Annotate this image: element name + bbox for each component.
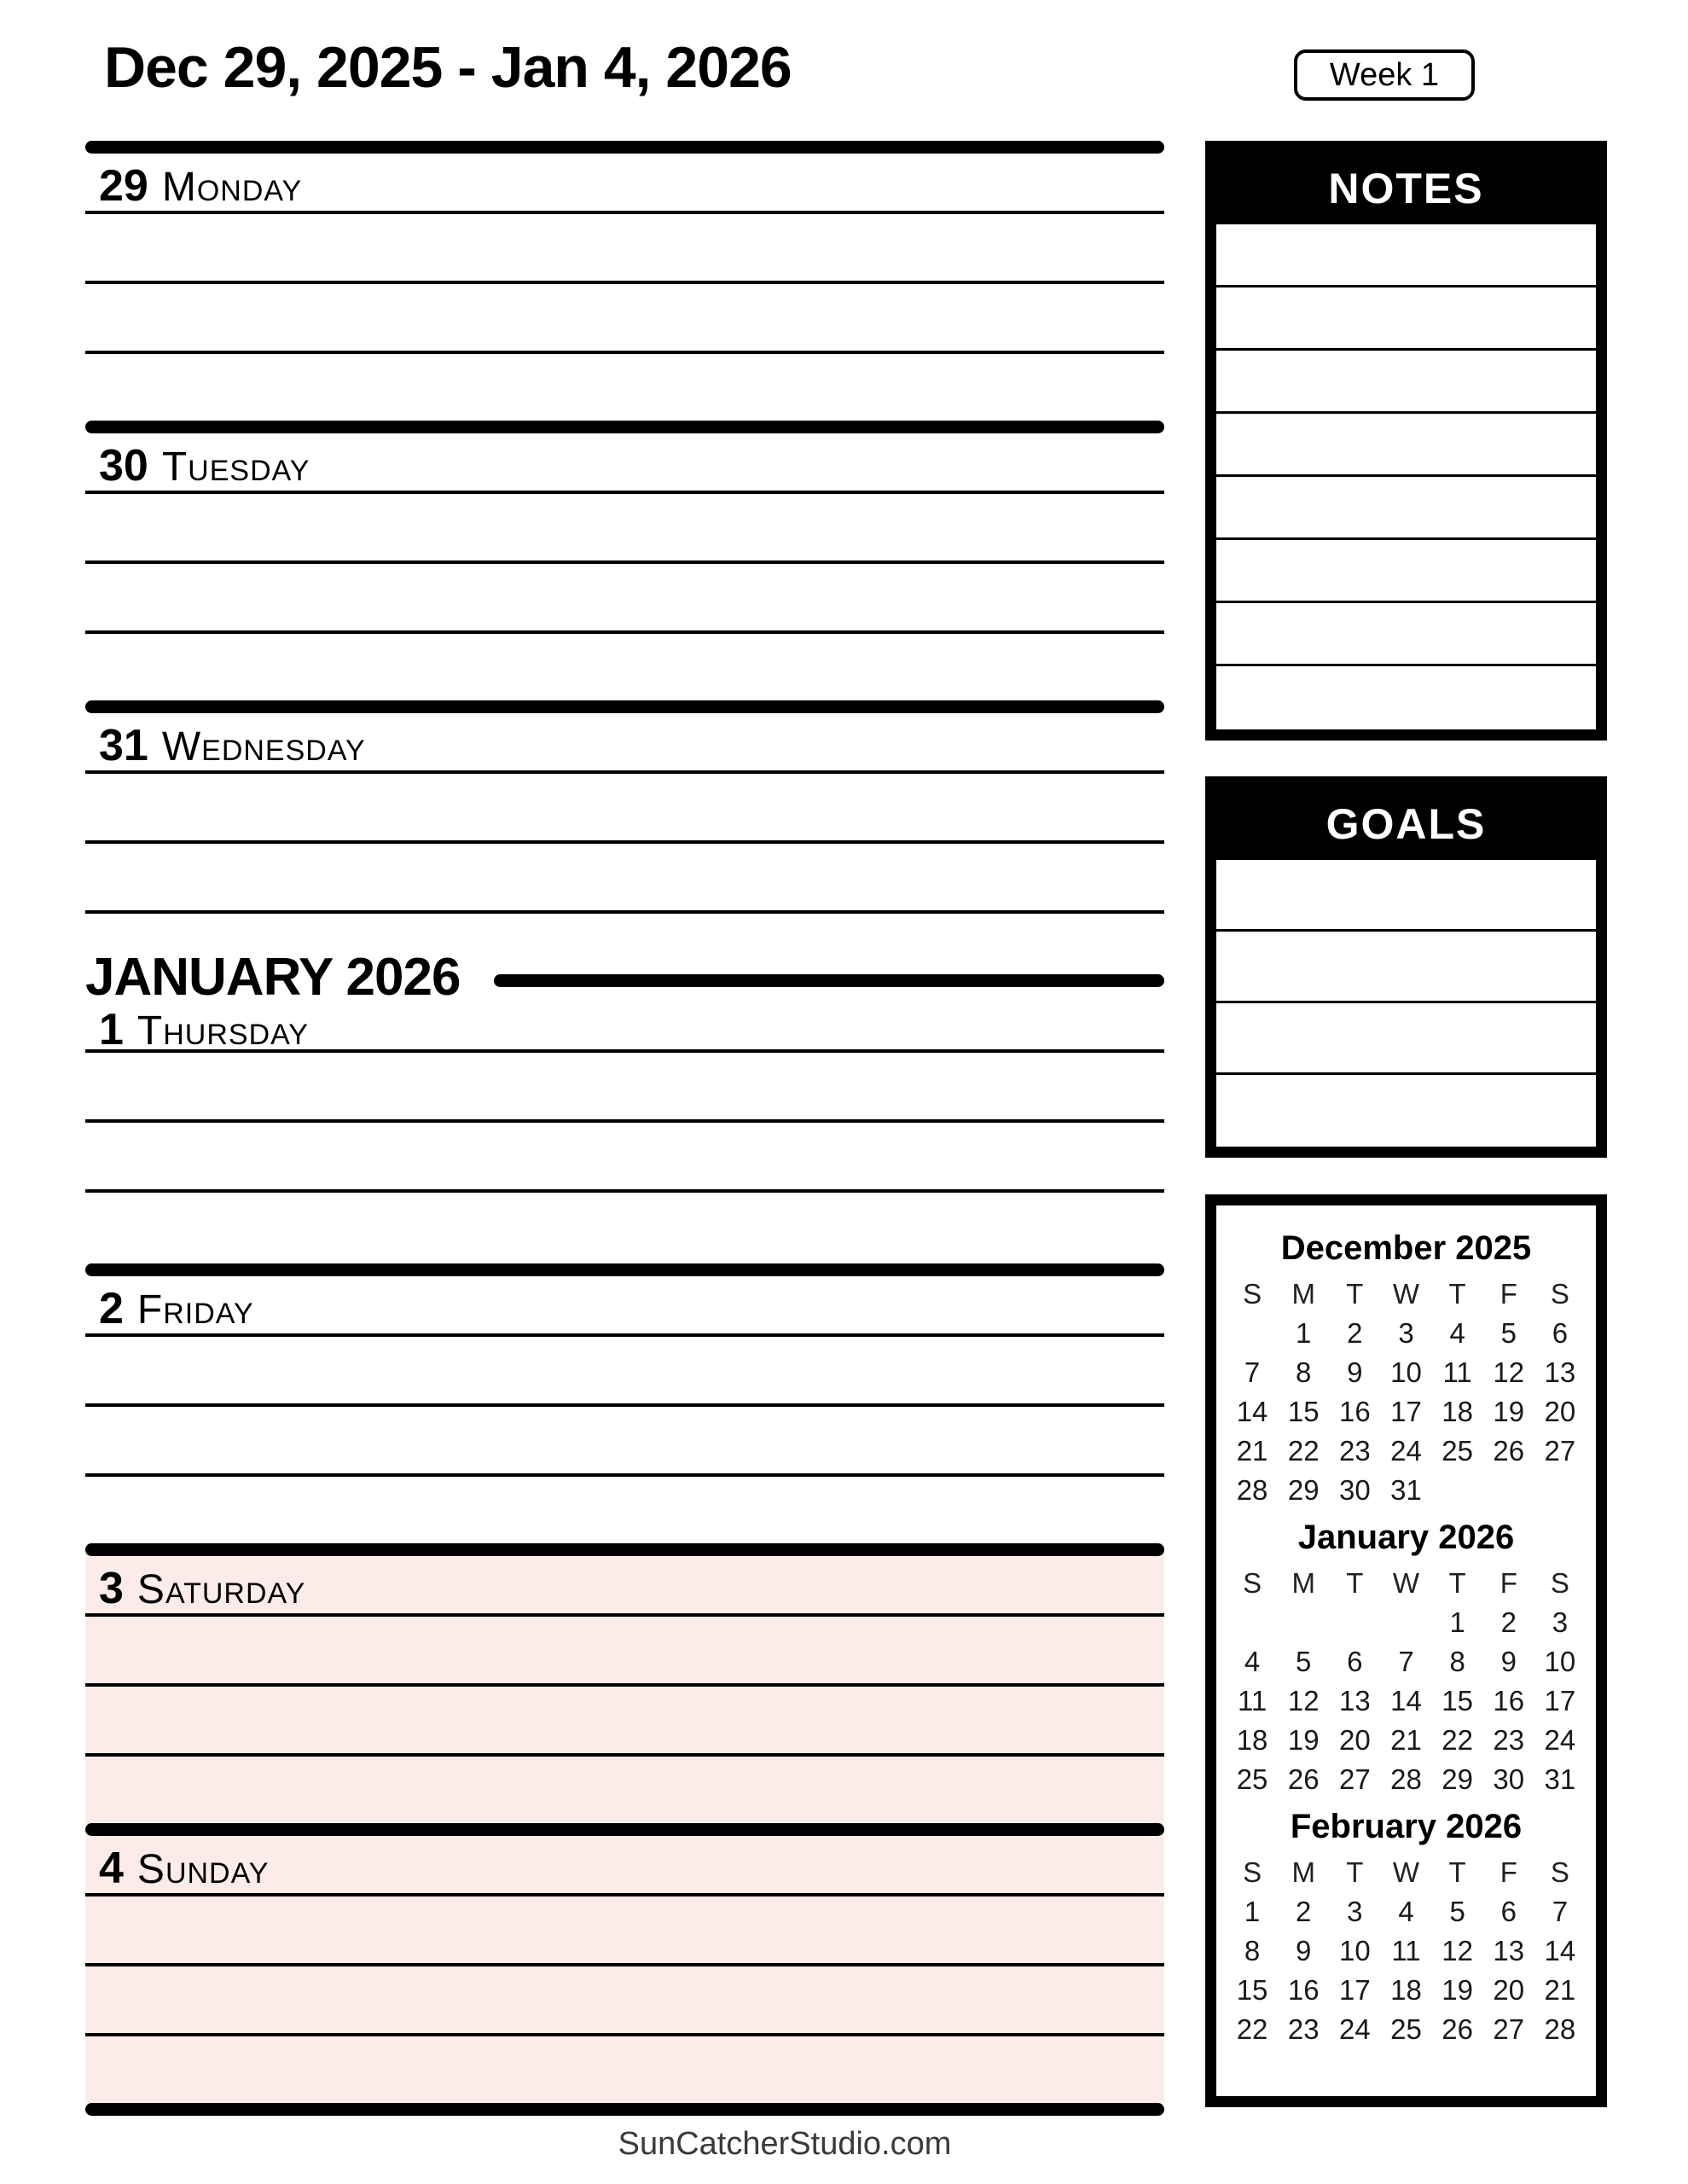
calendar-day: 24: [1390, 1435, 1422, 1467]
calendar-day: 13: [1544, 1356, 1576, 1388]
writing-space: [85, 1477, 1164, 1543]
writing-line: [85, 774, 1164, 844]
writing-line: [85, 564, 1164, 634]
mini-calendar: [1216, 1519, 1596, 1799]
calendar-day: 3: [1347, 1896, 1363, 1927]
notes-row: [1216, 224, 1596, 288]
day-label-row: [85, 1276, 1164, 1337]
calendar-day: 28: [1236, 1474, 1268, 1506]
day-label-row: [85, 154, 1164, 214]
day-section: [85, 1263, 1164, 1543]
writing-space: [85, 1757, 1164, 1823]
day-name: Wednesday: [161, 724, 366, 770]
day-section: [85, 914, 1164, 1263]
writing-line: [85, 284, 1164, 354]
calendar-day: 21: [1390, 1724, 1422, 1756]
calendar-day: 11: [1237, 1685, 1267, 1716]
notes-row: [1216, 351, 1596, 414]
calendar-day: 4: [1244, 1646, 1261, 1677]
calendar-day: 22: [1236, 2013, 1268, 2045]
day-number: 30: [99, 441, 148, 491]
mini-calendar-grid: [1216, 1275, 1596, 1510]
writing-space: [85, 354, 1164, 421]
calendar-day: 16: [1493, 1685, 1525, 1716]
calendar-day: 25: [1236, 1763, 1268, 1795]
weekday-header: S: [1243, 1856, 1262, 1888]
writing-line: [85, 494, 1164, 564]
calendar-day: 21: [1544, 1974, 1576, 2006]
calendar-day: 15: [1236, 1974, 1268, 2006]
calendar-day: 3: [1398, 1317, 1414, 1349]
day-number: 31: [99, 721, 148, 770]
day-label-row: [85, 433, 1164, 494]
calendar-day: 1: [1449, 1606, 1465, 1638]
calendar-day: 12: [1287, 1685, 1320, 1716]
day-label-row: [85, 1004, 1164, 1053]
writing-line: [85, 1407, 1164, 1477]
goals-row: [1216, 1075, 1596, 1147]
mini-calendar-title: February 2026: [1290, 1808, 1523, 1845]
weekday-header: T: [1448, 1856, 1466, 1888]
calendar-day: 27: [1544, 1435, 1576, 1467]
goals-row: [1216, 860, 1596, 932]
calendar-day: 27: [1493, 2013, 1525, 2045]
mini-calendar: [1216, 1808, 1596, 2049]
calendar-day: 18: [1390, 1974, 1422, 2006]
writing-space: [85, 1193, 1164, 1263]
calendar-day: 26: [1287, 1763, 1320, 1795]
day-section: [85, 1823, 1164, 2103]
notes-panel: [1205, 141, 1607, 741]
goals-panel: [1205, 776, 1607, 1158]
notes-panel-header: NOTES: [1216, 152, 1596, 224]
goals-row: [1216, 1003, 1596, 1075]
days-column: [85, 141, 1164, 2116]
writing-line: [85, 1687, 1164, 1757]
page-title: Dec 29, 2025 - Jan 4, 2026: [104, 35, 792, 100]
mini-calendar: [1216, 1229, 1596, 1510]
weekday-header: F: [1499, 1567, 1517, 1599]
calendar-day: 23: [1338, 1435, 1371, 1467]
week-number-label: Week 1: [1329, 56, 1440, 93]
calendar-day: 3: [1552, 1606, 1569, 1638]
calendar-day: 10: [1338, 1935, 1371, 1966]
calendar-day: 27: [1338, 1763, 1371, 1795]
writing-line: [85, 1123, 1164, 1193]
calendar-day: 16: [1338, 1396, 1371, 1427]
writing-line: [85, 1617, 1164, 1687]
day-separator-rule: [85, 1823, 1164, 1836]
day-section: [85, 1543, 1164, 1823]
calendar-day: 19: [1287, 1724, 1320, 1756]
mini-calendar-grid: [1216, 1564, 1596, 1799]
calendar-day: 15: [1287, 1396, 1320, 1427]
notes-row: [1216, 414, 1596, 477]
day-number: 4: [99, 1844, 124, 1893]
calendar-day: 30: [1493, 1763, 1525, 1795]
weekday-header: W: [1392, 1567, 1420, 1599]
weekday-header: S: [1550, 1856, 1569, 1888]
calendar-day: 12: [1441, 1935, 1473, 1966]
writing-line: [85, 844, 1164, 914]
mini-calendars-box: [1205, 1194, 1607, 2107]
writing-space: [85, 634, 1164, 700]
mini-calendar-title: December 2025: [1280, 1229, 1532, 1267]
bottom-rule: [85, 2103, 1164, 2116]
goals-rows: [1216, 860, 1596, 1147]
calendar-day: 20: [1338, 1724, 1371, 1756]
mini-calendar-grid: [1216, 1853, 1596, 2049]
calendar-day: 8: [1449, 1646, 1465, 1677]
calendar-day: 17: [1390, 1396, 1422, 1427]
day-label-row: [85, 1556, 1164, 1617]
notes-row: [1216, 288, 1596, 351]
notes-row: [1216, 603, 1596, 666]
calendar-day: 5: [1500, 1317, 1517, 1349]
calendar-empty-cell: [1278, 1603, 1329, 1642]
calendar-day: 2: [1500, 1606, 1517, 1638]
writing-space: [85, 2036, 1164, 2103]
weekday-header: S: [1243, 1567, 1262, 1599]
mini-calendar-title: January 2026: [1297, 1519, 1515, 1556]
calendar-day: 9: [1500, 1646, 1517, 1677]
calendar-day: 4: [1398, 1896, 1414, 1927]
calendar-day: 17: [1338, 1974, 1371, 2006]
calendar-day: 23: [1287, 2013, 1320, 2045]
weekday-header: F: [1499, 1856, 1517, 1888]
calendar-empty-cell: [1380, 1603, 1431, 1642]
writing-line: [85, 1896, 1164, 1966]
day-separator-rule: [85, 700, 1164, 713]
day-name: Monday: [161, 165, 303, 210]
calendar-day: 17: [1544, 1685, 1576, 1716]
day-number: 1: [99, 1005, 124, 1054]
month-header-rule: [494, 974, 1164, 987]
day-section: [85, 141, 1164, 421]
calendar-day: 22: [1287, 1435, 1320, 1467]
day-separator-rule: [85, 421, 1164, 433]
weekday-header: M: [1291, 1278, 1315, 1310]
calendar-day: 1: [1296, 1317, 1312, 1349]
calendar-day: 20: [1544, 1396, 1576, 1427]
calendar-day: 7: [1244, 1356, 1261, 1388]
calendar-day: 8: [1296, 1356, 1312, 1388]
day-number: 2: [99, 1284, 124, 1333]
weekday-header: M: [1291, 1567, 1315, 1599]
day-separator-rule: [85, 141, 1164, 154]
calendar-day: 24: [1338, 2013, 1371, 2045]
calendar-day: 5: [1296, 1646, 1312, 1677]
day-name: Tuesday: [161, 444, 310, 490]
day-section: [85, 421, 1164, 700]
calendar-day: 19: [1493, 1396, 1525, 1427]
calendar-day: 31: [1544, 1763, 1576, 1795]
calendar-day: 29: [1287, 1474, 1320, 1506]
month-header-row: [85, 914, 1164, 1007]
day-number: 3: [99, 1564, 124, 1613]
calendar-day: 7: [1398, 1646, 1414, 1677]
calendar-day: 1: [1244, 1896, 1261, 1927]
writing-line: [85, 1053, 1164, 1123]
calendar-day: 2: [1296, 1896, 1312, 1927]
calendar-day: 20: [1493, 1974, 1525, 2006]
calendar-day: 4: [1449, 1317, 1465, 1349]
weekday-header: F: [1499, 1278, 1517, 1310]
writing-line: [85, 1966, 1164, 2036]
day-separator-rule: [85, 1543, 1164, 1556]
calendar-empty-cell: [1534, 1471, 1586, 1510]
calendar-day: 14: [1236, 1396, 1268, 1427]
calendar-day: 7: [1552, 1896, 1569, 1927]
calendar-day: 28: [1390, 1763, 1422, 1795]
calendar-day: 18: [1441, 1396, 1473, 1427]
calendar-day: 31: [1390, 1474, 1422, 1506]
writing-line: [85, 214, 1164, 284]
month-header-title: JANUARY 2026: [85, 948, 461, 1007]
calendar-day: 24: [1544, 1724, 1576, 1756]
calendar-day: 11: [1391, 1935, 1421, 1966]
calendar-day: 10: [1390, 1356, 1422, 1388]
calendar-day: 14: [1390, 1685, 1422, 1716]
calendar-empty-cell: [1227, 1314, 1278, 1353]
calendar-day: 16: [1287, 1974, 1320, 2006]
day-number: 29: [99, 161, 148, 211]
calendar-day: 2: [1347, 1317, 1363, 1349]
calendar-day: 22: [1441, 1724, 1473, 1756]
notes-row: [1216, 477, 1596, 540]
calendar-day: 6: [1500, 1896, 1517, 1927]
calendar-day: 25: [1441, 1435, 1473, 1467]
day-name: Saturday: [136, 1567, 306, 1612]
calendar-day: 8: [1244, 1935, 1261, 1966]
calendar-empty-cell: [1329, 1603, 1380, 1642]
calendar-day: 12: [1493, 1356, 1525, 1388]
calendar-day: 10: [1544, 1646, 1576, 1677]
calendar-empty-cell: [1432, 1471, 1483, 1510]
calendar-day: 9: [1347, 1356, 1363, 1388]
calendar-day: 6: [1347, 1646, 1363, 1677]
weekday-header: T: [1448, 1567, 1466, 1599]
calendar-day: 18: [1236, 1724, 1268, 1756]
footer-credit: SunCatcherStudio.com: [618, 2126, 952, 2162]
weekday-header: S: [1243, 1278, 1262, 1310]
calendar-empty-cell: [1227, 1603, 1278, 1642]
day-separator-rule: [85, 1263, 1164, 1276]
weekday-header: T: [1346, 1856, 1364, 1888]
calendar-day: 11: [1442, 1356, 1472, 1388]
calendar-day: 13: [1338, 1685, 1371, 1716]
calendar-day: 30: [1338, 1474, 1371, 1506]
calendar-day: 14: [1544, 1935, 1576, 1966]
weekday-header: S: [1550, 1278, 1569, 1310]
notes-row: [1216, 666, 1596, 729]
calendar-day: 29: [1441, 1763, 1473, 1795]
calendar-day: 23: [1493, 1724, 1525, 1756]
weekday-header: W: [1392, 1856, 1420, 1888]
day-name: Friday: [136, 1287, 254, 1333]
calendar-day: 28: [1544, 2013, 1576, 2045]
weekday-header: S: [1550, 1567, 1569, 1599]
day-label-row: [85, 1836, 1164, 1896]
calendar-empty-cell: [1483, 1471, 1534, 1510]
day-section: [85, 700, 1164, 914]
calendar-day: 5: [1449, 1896, 1465, 1927]
calendar-day: 26: [1441, 2013, 1473, 2045]
writing-line: [85, 1337, 1164, 1407]
weekday-header: T: [1346, 1278, 1364, 1310]
calendar-day: 13: [1493, 1935, 1525, 1966]
calendar-day: 6: [1552, 1317, 1569, 1349]
goals-panel-header: GOALS: [1216, 787, 1596, 860]
day-name: Sunday: [136, 1847, 270, 1892]
notes-rows: [1216, 224, 1596, 729]
calendar-day: 21: [1236, 1435, 1268, 1467]
calendar-day: 26: [1493, 1435, 1525, 1467]
day-name: Thursday: [136, 1008, 309, 1054]
weekday-header: W: [1392, 1278, 1420, 1310]
day-label-row: [85, 713, 1164, 774]
notes-row: [1216, 540, 1596, 603]
calendar-day: 9: [1296, 1935, 1312, 1966]
goals-row: [1216, 932, 1596, 1003]
calendar-day: 19: [1441, 1974, 1473, 2006]
weekday-header: M: [1291, 1856, 1315, 1888]
weekday-header: T: [1448, 1278, 1466, 1310]
weekday-header: T: [1346, 1567, 1364, 1599]
calendar-day: 15: [1441, 1685, 1473, 1716]
week-number-badge: [1294, 49, 1475, 101]
calendar-day: 25: [1390, 2013, 1422, 2045]
